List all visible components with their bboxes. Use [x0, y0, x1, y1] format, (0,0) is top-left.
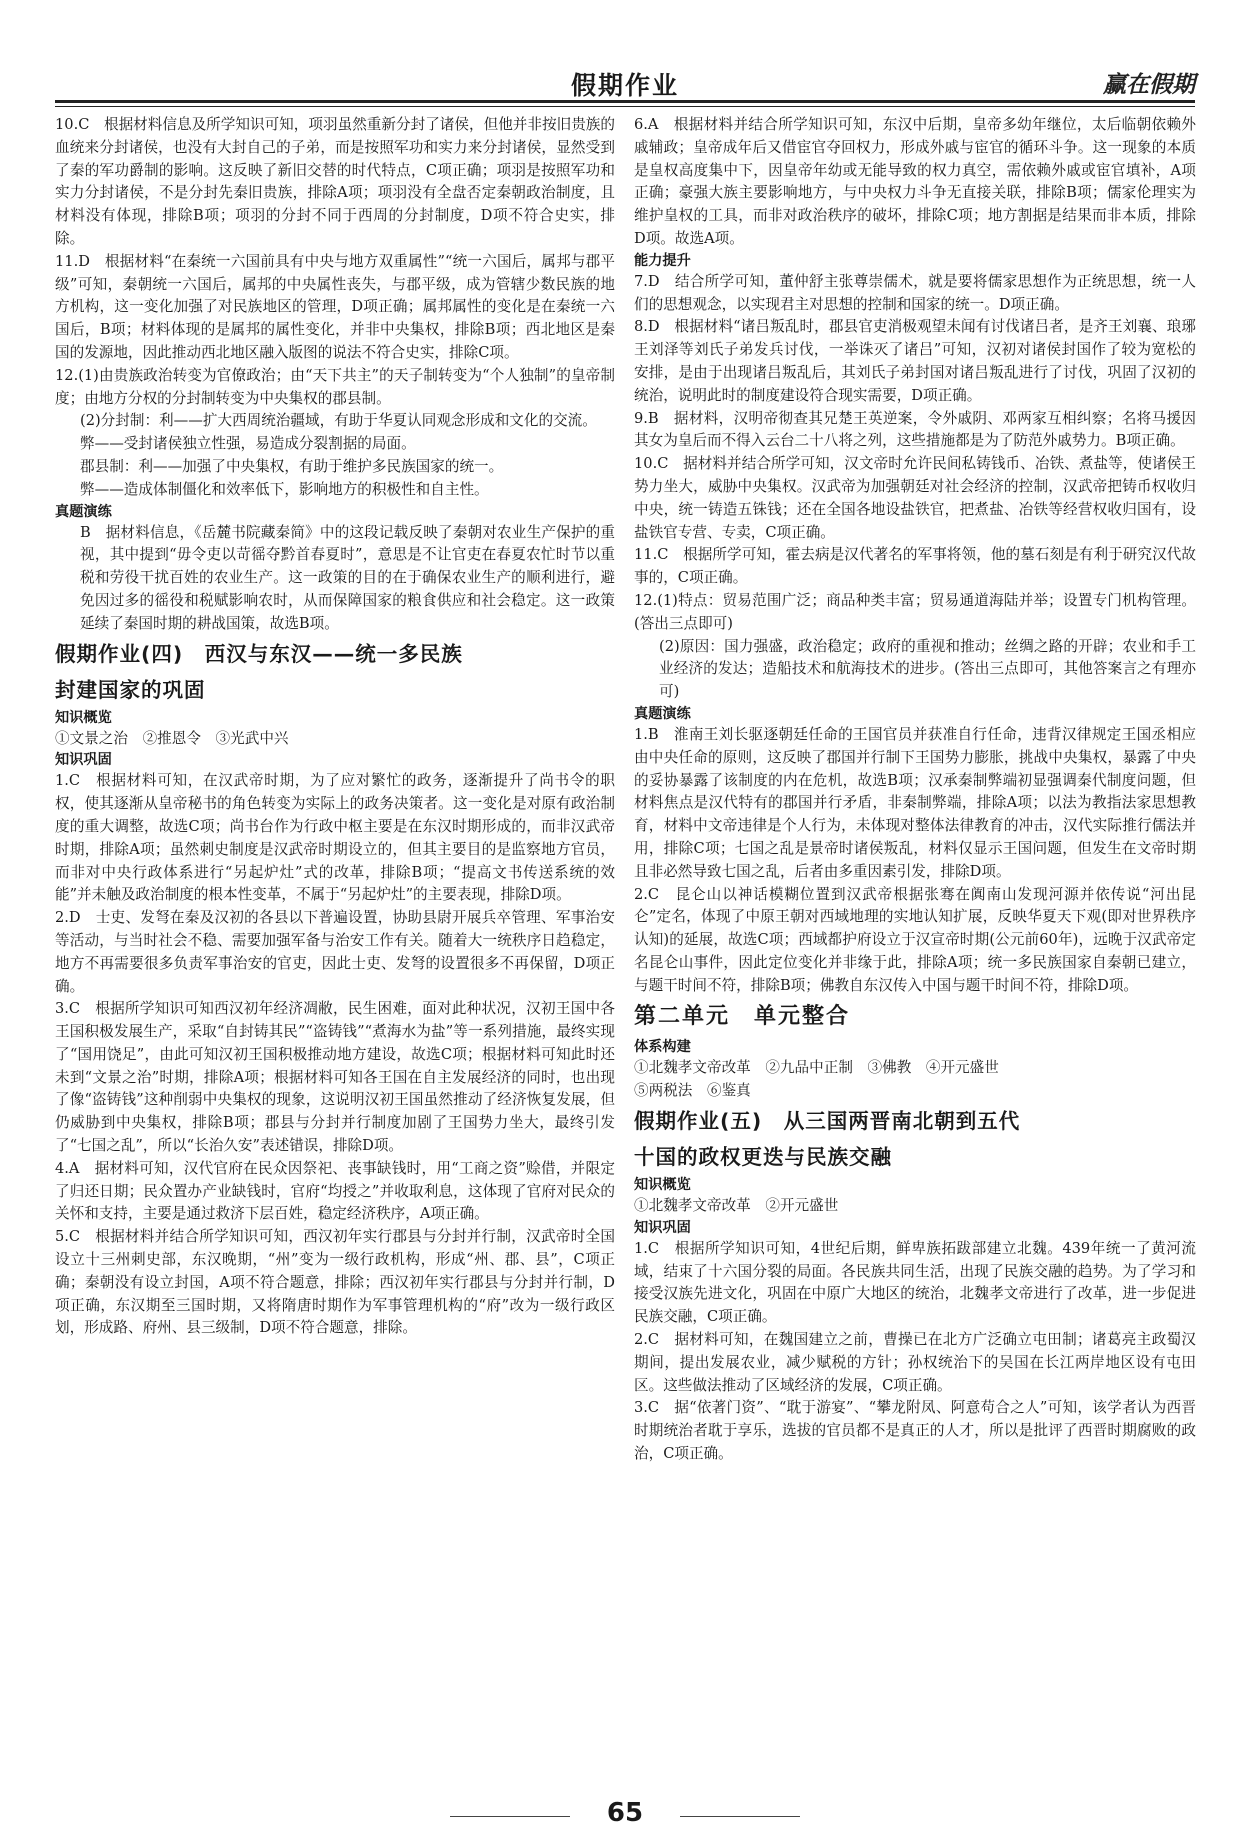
answer-paragraph: 6.A 根据材料并结合所学知识可知，东汉中后期，皇帝多幼年继位，太后临朝依赖外戚辅政；皇帝成年后又借宦官夺回权力，形成外戚与宦官的循环斗争。这一现象的本质是皇权高度集中下，因皇帝年幼或无能导致的权力真空，需依赖外戚或宦官填补，A项正确；豪强大族主要影响地方，与中央权力斗争无直接关联，排除B项；儒家伦理实为维护皇权的工具，而非对政治秩序的破坏，排除C项；地方割据是结果而非本质，排除D项。故选A项。	[634, 116, 1196, 247]
answer-paragraph: (2)原因：国力强盛，政治稳定；政府的重视和推动；丝绸之路的开辟；农业和手工业经济的发达；造船技术和航海技术的进步。(答出三点即可，其他答案言之有理亦可)	[659, 637, 1196, 701]
left-column	[55, 114, 615, 1716]
header-rule-thick	[55, 100, 1195, 103]
brand-logo: 赢在假期	[1103, 72, 1195, 98]
section-heading: 真题演练	[55, 503, 112, 520]
answer-paragraph: 1.C 根据材料可知，在汉武帝时期，为了应对繁忙的政务，逐渐提升了尚书令的职权，使其逐渐从皇帝秘书的角色转变为实际上的政务决策者。这一变化是对原有政治制度的重大调整，故选C项；尚书台作为行政中枢主要是在东汉时期形成的，而非汉武帝时期，排除A项；虽然刺史制度是汉武帝时期设立的，但其主要目的是监察地方官员，而非对中央行政体系进行“另起炉灶”式的改革，排除B项；“提高文书传送系统的效能”并未触及政治制度的根本性变革，不属于“另起炉灶”的主要表现，排除D项。	[55, 772, 615, 904]
page-footer	[0, 1790, 1250, 1830]
section-heading: 体系构建	[634, 1039, 691, 1056]
header-rule-thin	[55, 106, 1195, 107]
answer-paragraph: ⑤两税法 ⑥鉴真	[634, 1082, 751, 1100]
chapter-title: 封建国家的巩固	[55, 677, 206, 702]
answer-paragraph: 1.C 根据所学知识可知，4世纪后期，鲜卑族拓跋部建立北魏。439年统一了黄河流域，结束了十六国分裂的局面。各民族共同生活，出现了民族交融的趋势。为了学习和接受汉族先进文化，巩固在中原广大地区的统治，北魏孝文帝进行了改革，进一步促进民族交融，C项正确。	[634, 1239, 1196, 1326]
footer-rule-left	[450, 1816, 570, 1817]
section-heading: 知识巩固	[55, 752, 112, 769]
answer-paragraph: 10.C 据材料并结合所学可知，汉文帝时允许民间私铸钱币、冶铁、煮盐等，使诸侯王势力坐大，威胁中央集权。汉武帝为加强朝廷对社会经济的控制，汉武帝把铸币权收归中央，统一铸造五铢钱；还在全国各地设盐铁官，把煮盐、冶铁等经营权收归国有，设盐铁官专营、专卖，C项正确。	[634, 455, 1196, 541]
answer-paragraph: ①文景之治 ②推恩令 ③光武中兴	[55, 729, 289, 747]
answer-paragraph: 3.C 根据所学知识可知西汉初年经济凋敝，民生困难，面对此种状况，汉初王国中各王国积极发展生产，采取“自封铸其民”“盗铸钱”“煮海水为盐”等一系列措施，最终实现了“国用饶足”，由此可知汉初王国积极推动地方建设，故选C项；根据材料可知此时还未到“文景之治”时期，排除A项；根据材料可知各王国在自主发展经济的同时，也出现了像“盗铸钱”这种削弱中央集权的现象，这说明汉初王国虽然推动了经济恢复发展，但仍威胁到中央集权，排除B项；郡县与分封并行制度加剧了王国势力坐大，最终引发了“七国之乱”，所以“长治久安”表述错误，排除D项。	[55, 1000, 615, 1155]
answer-paragraph: ①北魏孝文帝改革 ②九品中正制 ③佛教 ④开元盛世	[634, 1059, 999, 1077]
answer-paragraph: 弊——造成体制僵化和效率低下，影响地方的积极性和自主性。	[80, 480, 489, 498]
footer-rule-right	[680, 1816, 800, 1817]
header-title: 假期作业	[570, 71, 679, 100]
section-heading: 能力提升	[634, 252, 691, 269]
page-number: 65	[560, 1796, 690, 1830]
answer-paragraph: 3.C 据“依著门资”、“耽于游宴”、“攀龙附凤、阿意苟合之人”可知，该学者认为西晋时期统治者耽于享乐，选拔的官员都不是真正的人才，所以是批评了西晋时期腐败的政治，C项正确。	[634, 1399, 1196, 1463]
right-column	[634, 114, 1196, 1716]
answer-paragraph: 2.D 士吏、发弩在秦及汉初的各县以下普遍设置，协助县尉开展兵卒管理、军事治安等活动，与当时社会不稳、需要加强军备与治安工作有关。随着大一统秩序日趋稳定，地方不再需要很多负责军事治安的官吏，因此士吏、发弩的设置很多不再保留，D项正确。	[55, 909, 615, 995]
unit-title: 第二单元 单元整合	[634, 1004, 851, 1030]
answer-paragraph: 8.D 根据材料“诸吕叛乱时，郡县官吏消极观望未闻有讨伐诸吕者，是齐王刘襄、琅琊王刘泽等刘氏子弟发兵讨伐，一举诛灭了诸吕”可知，汉初对诸侯封国作了较为宽松的安排，是由于出现诸吕叛乱后，其刘氏子弟封国对诸吕叛乱进行了讨伐，巩固了汉初的统治，说明此时的制度建设符合现实需要，D项正确。	[634, 318, 1196, 404]
answer-paragraph: 12.(1)特点：贸易范围广泛；商品种类丰富；贸易通道海陆并举；设置专门机构管理。(答出三点即可)	[634, 591, 1196, 632]
answer-paragraph: 1.B 淮南王刘长驱逐朝廷任命的王国官员并获准自行任命，违背汉律规定王国丞相应由中央任命的原则，这反映了郡国并行制下王国势力膨胀，挑战中央集权，暴露了中央的妥协暴露了该制度的内在危机，故选B项；汉承秦制弊端初显强调秦代制度问题，但材料焦点是汉代特有的郡国并行矛盾，非秦制弊端，排除A项；以法为教指法家思想教育，材料中文帝违律是个人行为，未体现对整体法律教育的冲击，汉代实际推行儒法并用，排除C项；七国之乱是景帝时诸侯叛乱，材料仅显示王国问题，但发生在文帝时期且非必然导致七国之乱，后者由多重因素引发，排除D项。	[634, 725, 1196, 880]
answer-paragraph: 11.C 根据所学可知，霍去病是汉代著名的军事将领，他的墓石刻是有利于研究汉代故事的，C项正确。	[634, 546, 1196, 587]
section-heading: 知识概览	[55, 709, 112, 726]
answer-paragraph: (2)分封制：利——扩大西周统治疆域，有助于华夏认同观念形成和文化的交流。	[80, 412, 597, 430]
chapter-title: 假期作业(五) 从三国两晋南北朝到五代	[634, 1109, 1021, 1134]
answer-paragraph: 12.(1)由贵族政治转变为官僚政治；由“天下共主”的天子制转变为“个人独制”的皇帝制度；由地方分权的分封制转变为中央集权的郡县制。	[55, 366, 615, 407]
answer-paragraph: 7.D 结合所学可知，董仲舒主张尊崇儒术，就是要将儒家思想作为正统思想，统一人们的思想观念，以实现君主对思想的控制和国家的统一。D项正确。	[634, 272, 1196, 313]
answer-paragraph: 10.C 根据材料信息及所学知识可知，项羽虽然重新分封了诸侯，但他并非按旧贵族的血统来分封诸侯，也没有大封自己的子弟，而是按照军功和实力来分封诸侯，显然受到了秦的军功爵制的影响。这反映了新旧交替的时代特点，C项正确；项羽是按照军功和实力分封诸侯，不是分封先秦旧贵族，排除A项；项羽没有全盘否定秦朝政治制度，且材料没有体现，排除B项；项羽的分封不同于西周的分封制度，D项不符合史实，排除。	[55, 116, 615, 247]
chapter-title: 假期作业(四) 西汉与东汉——统一多民族	[55, 641, 463, 666]
chapter-title: 十国的政权更迭与民族交融	[634, 1145, 892, 1170]
answer-paragraph: 9.B 据材料，汉明帝彻查其兄楚王英逆案，令外戚阴、邓两家互相纠察；名将马援因其女为皇后而不得入云台二十八将之列，这些措施都是为了防范外戚势力。B项正确。	[634, 409, 1196, 450]
answer-paragraph: 郡县制：利——加强了中央集权，有助于维护多民族国家的统一。	[80, 457, 504, 475]
section-heading: 真题演练	[634, 705, 691, 722]
section-heading: 知识概览	[634, 1177, 691, 1194]
answer-paragraph: 2.C 据材料可知，在魏国建立之前，曹操已在北方广泛确立屯田制；诸葛亮主政蜀汉期间，提出发展农业，减少赋税的方针；孙权统治下的吴国在长江两岸地区设有屯田区。这些做法推动了区域经济的发展，C项正确。	[634, 1331, 1196, 1394]
page-header	[55, 60, 1195, 102]
section-heading: 知识巩固	[634, 1219, 691, 1236]
answer-paragraph: 11.D 根据材料“在秦统一六国前具有中央与地方双重属性”“统一六国后，属邦与郡平级”可知，秦朝统一六国后，属邦的中央属性丧失，与郡平级，成为管辖少数民族的地方机构，这一变化加强了对民族地区的管理，D项正确；属邦属性的变化是在秦统一六国后，B项；材料体现的是属邦的属性变化，并非中央集权，排除B项；西北地区是秦国的发源地，因此推动西北地区融入版图的说法不符合史实，排除C项。	[55, 252, 615, 361]
answer-paragraph: 弊——受封诸侯独立性强，易造成分裂割据的局面。	[80, 435, 416, 453]
answer-paragraph: ①北魏孝文帝改革 ②开元盛世	[634, 1197, 839, 1215]
answer-paragraph: 4.A 据材料可知，汉代官府在民众因祭祀、丧事缺钱时，用“工商之资”赊借，并限定了归还日期；民众置办产业缺钱时，官府“均授之”并收取利息，这体现了官府对民众的关怀和支持，主要是通过救济下层百姓，稳定经济秩序，A项正确。	[55, 1159, 615, 1223]
answer-paragraph: 2.C 昆仑山以神话模糊位置到汉武帝根据张骞在阗南山发现河源并依传说“河出昆仑”定名，体现了中原王朝对西域地理的实地认知扩展，反映华夏天下观(即对世界秩序认知)的延展，故选C项；西域都护府设立于汉宣帝时期(公元前60年)，远晚于汉武帝定名昆仑山事件，因此定位变化并非缘于此，排除A项；统一多民族国家自秦朝已建立，与题干时间不符，排除B项；佛教自东汉传入中国与题干时间不符，排除D项。	[634, 885, 1196, 994]
answer-paragraph: B 据材料信息，《岳麓书院藏秦简》中的这段记载反映了秦朝对农业生产保护的重视，其中提到“毋令吏以苛徭夺黔首春夏时”，意思是不让官吏在春夏农忙时节以重税和劳役干扰百姓的农业生产。这一政策的目的在于确保农业生产的顺利进行，避免因过多的徭役和税赋影响农时，从而保障国家的粮食供应和社会稳定。这一政策延续了秦国时期的耕战国策，故选B项。	[80, 523, 615, 632]
answer-paragraph: 5.C 根据材料并结合所学知识可知，西汉初年实行郡县与分封并行制，汉武帝时全国设立十三州刺史部，东汉晚期，“州”变为一级行政机构，形成“州、郡、县”，C项正确；秦朝没有设立封国，A项不符合题意，排除；西汉初年实行郡县与分封并行制，D项正确，东汉期至三国时期，又将隋唐时期作为军事管理机构的“府”改为一级行政区划，形成路、府州、县三级制，D项不符合题意，排除。	[55, 1228, 615, 1337]
